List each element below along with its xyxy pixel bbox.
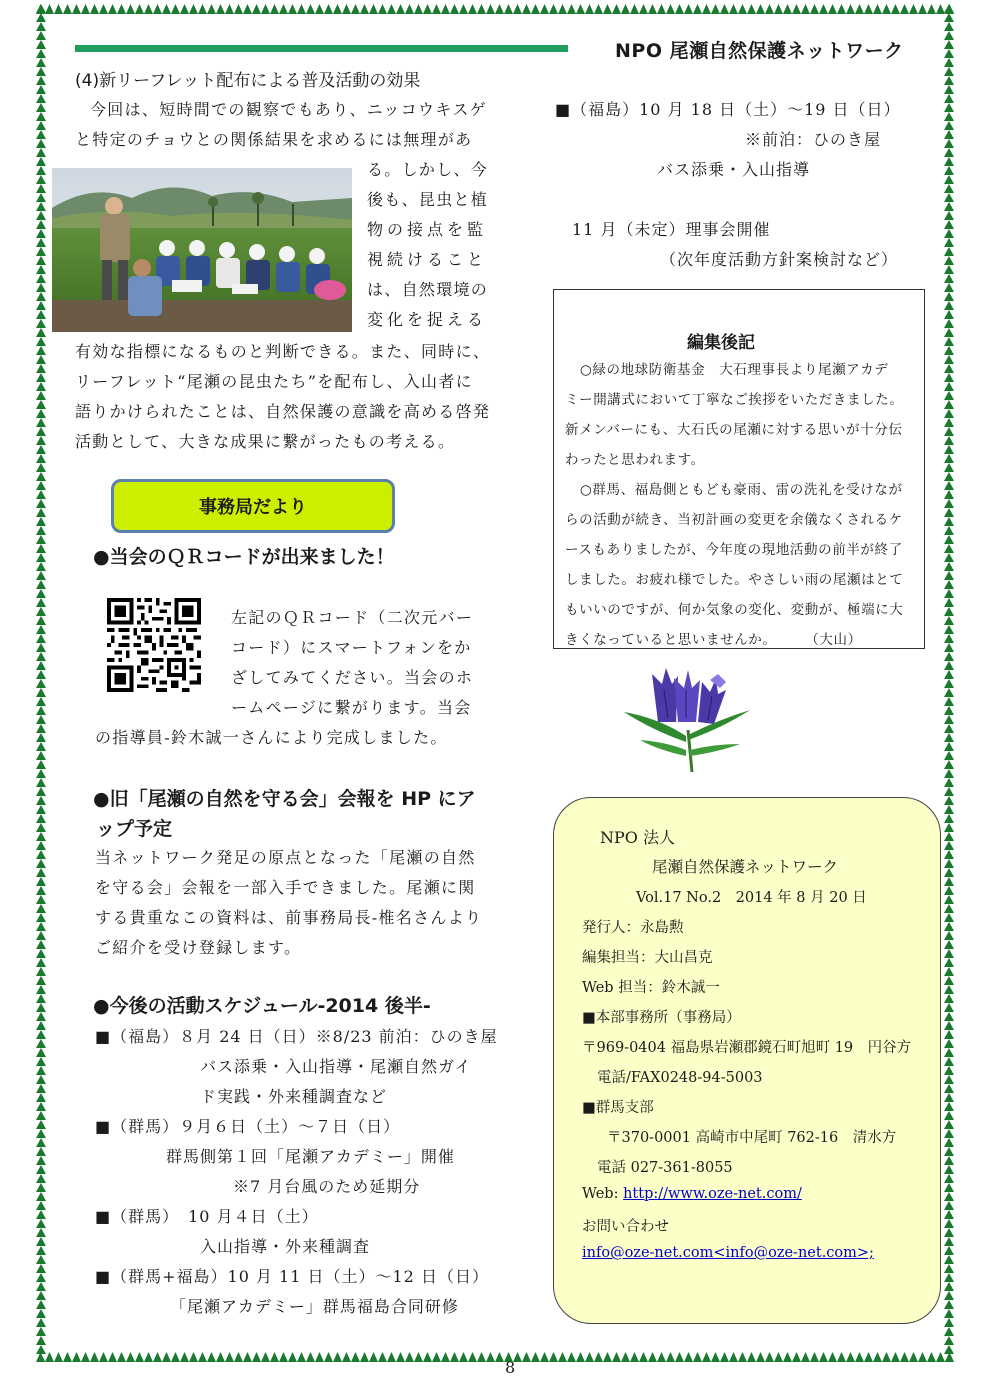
schedule-item: ド実践・外来種調査など: [200, 1087, 388, 1106]
decorative-border-right: [944, 4, 954, 1362]
decorative-border-bottom: [36, 1352, 954, 1362]
schedule-item: 入山指導・外来種調査: [200, 1237, 371, 1256]
section-text-line: 今回は、短時間での観察でもあり、ニッコウキスゲ: [90, 100, 487, 119]
schedule-item: ※前泊：ひのき屋: [745, 130, 882, 149]
editorial-line: ースもありましたが、今年度の現地活動の前半が終了: [565, 542, 903, 558]
schedule-item: 11 月（未定）理事会開催: [572, 220, 771, 239]
website-link[interactable]: http://www.oze-net.com/: [623, 1186, 802, 1202]
section-text-line: 視続けること: [367, 250, 488, 269]
hq-phone: 電話/FAX0248-94-5003: [597, 1070, 763, 1086]
section-text-line: 後も、昆虫と植: [367, 190, 489, 209]
issue-info: Vol.17 No.2 2014 年 8 月 20 日: [636, 890, 867, 906]
header-rule: [75, 45, 568, 52]
qr-code[interactable]: [107, 598, 201, 692]
qr-text-line: ざしてみてください。当会のホ: [231, 668, 474, 687]
schedule-item: バス添乗・入山指導・尾瀬自然ガイ: [200, 1057, 472, 1076]
qr-text-line: コード）にスマートフォンをか: [231, 638, 472, 657]
hq-address: 〒969-0404 福島県岩瀬郡鏡石町旭町 19 円谷方: [582, 1040, 912, 1056]
section-text-line: 変化を捉える: [367, 310, 488, 329]
gentian-flower-illustration: [622, 660, 752, 775]
decorative-border-top: [36, 4, 954, 14]
section-text-line: と特定のチョウとの関係結果を求めるには無理があ: [75, 130, 473, 149]
old-report-text-line: する貴重なこの資料は、前事務局長-椎名さんより: [95, 908, 483, 927]
web-row: [582, 1186, 802, 1202]
web-label: Web:: [582, 1186, 624, 1202]
section-text-line: リーフレット“尾瀬の昆虫たち”を配布し、入山者に: [75, 372, 473, 391]
qr-text-line: ームページに繋がります。当会: [231, 698, 472, 717]
org-name: 尾瀬自然保護ネットワーク: [652, 858, 839, 876]
schedule-item: ※7 月台風のため延期分: [233, 1177, 421, 1196]
schedule-item: ■（群馬）９月６日（土）〜７日（日）: [95, 1117, 401, 1136]
old-report-text-line: 当ネットワーク発足の原点となった「尾瀬の自然: [95, 848, 476, 867]
editorial-line: らの活動が続き、当初計画の変更を余儀なくされるケ: [565, 512, 903, 528]
page-number: 8: [505, 1358, 516, 1377]
qr-heading: ●当会のＱＲコードが出来ました！: [93, 546, 395, 568]
schedule-item: 「尾瀬アカデミー」群馬福島合同研修: [170, 1297, 459, 1316]
decorative-border-left: [36, 4, 46, 1362]
section-text-line: る。しかし、今: [367, 160, 489, 179]
publisher: 発行人：永島勲: [582, 920, 684, 936]
office-news-banner: [111, 479, 395, 533]
editorial-line: ○群馬、福島側ともども豪雨、雷の洗礼を受けなが: [580, 482, 903, 498]
section-title: (4)新リーフレット配布による普及活動の効果: [75, 71, 421, 91]
schedule-item: ■（群馬） 10 月４日（土）: [95, 1207, 319, 1226]
org-type: NPO 法人: [600, 828, 675, 847]
schedule-item: 群馬側第１回「尾瀬アカデミー」開催: [166, 1147, 455, 1166]
editorial-line: ○緑の地球防衛基金 大石理事長より尾瀬アカデ: [580, 362, 889, 378]
editorial-line: わったと思われます。: [565, 452, 705, 468]
contact-label: お問い合わせ: [582, 1219, 669, 1235]
schedule-item: ■（群馬+福島）10 月 11 日（土）〜12 日（日）: [95, 1267, 489, 1286]
qr-text-line: の指導員-鈴木誠一さんにより完成しました。: [95, 728, 448, 747]
header-org-title: NPO 尾瀬自然保護ネットワーク: [615, 40, 904, 62]
old-report-heading: ップ予定: [96, 818, 173, 840]
schedule-heading: ●今後の活動スケジュール-2014 後半-: [93, 995, 431, 1017]
branch-phone: 電話 027-361-8055: [597, 1160, 733, 1176]
office-news-label: 事務局だより: [199, 497, 307, 518]
qr-text-line: 左記のＱＲコード（二次元バー: [231, 608, 474, 627]
contact-email-link[interactable]: info@oze-net.com<info@oze-net.com>;: [582, 1245, 874, 1261]
section-text-line: 語りかけられたことは、自然保護の意識を高める啓発: [75, 402, 491, 421]
editorial-line: 新メンバーにも、大石氏の尾瀬に対する思いが十分伝: [565, 422, 903, 438]
schedule-item: ■（福島）８月 24 日（日）※8/23 前泊：ひのき屋: [95, 1027, 498, 1046]
section-text-line: は、自然環境の: [367, 280, 489, 299]
contact-email-row: [582, 1245, 874, 1261]
schedule-item: バス添乗・入山指導: [657, 160, 811, 179]
section-text-line: 活動として、大きな成果に繋がったもの考える。: [75, 432, 456, 451]
web-staff: Web 担当：鈴木誠一: [582, 980, 720, 996]
field-observation-photo: [52, 168, 352, 332]
branch-title: ■群馬支部: [582, 1100, 654, 1116]
old-report-heading: ●旧「尾瀬の自然を守る会」会報を HP にア: [93, 788, 476, 810]
section-text-line: 物の接点を監: [367, 220, 488, 239]
schedule-item: （次年度活動方針案検討など）: [660, 250, 899, 269]
old-report-text-line: を守る会」会報を一部入手できました。尾瀬に関: [95, 878, 476, 897]
branch-address: 〒370-0001 高崎市中尾町 762-16 清水方: [607, 1130, 897, 1146]
editorial-line: しました。お疲れ様でした。やさしい雨の尾瀬はとて: [565, 572, 904, 588]
editorial-line: もいいのですが、何か気象の変化、変動が、極端に大: [565, 602, 904, 618]
editorial-line: きくなっていると思いませんか。 （大山）: [565, 632, 862, 648]
old-report-text-line: ご紹介を受け登録します。: [95, 938, 302, 957]
editorial-title: 編集後記: [687, 333, 755, 353]
schedule-item: ■（福島）10 月 18 日（土）〜19 日（日）: [555, 100, 901, 119]
editorial-line: ミー開講式において丁寧なご挨拶をいただきました。: [565, 392, 904, 408]
section-text-line: 有効な指標になるものと判断できる。また、同時に、: [75, 342, 491, 361]
editor: 編集担当：大山昌克: [582, 950, 713, 966]
hq-title: ■本部事務所（事務局）: [582, 1010, 741, 1026]
